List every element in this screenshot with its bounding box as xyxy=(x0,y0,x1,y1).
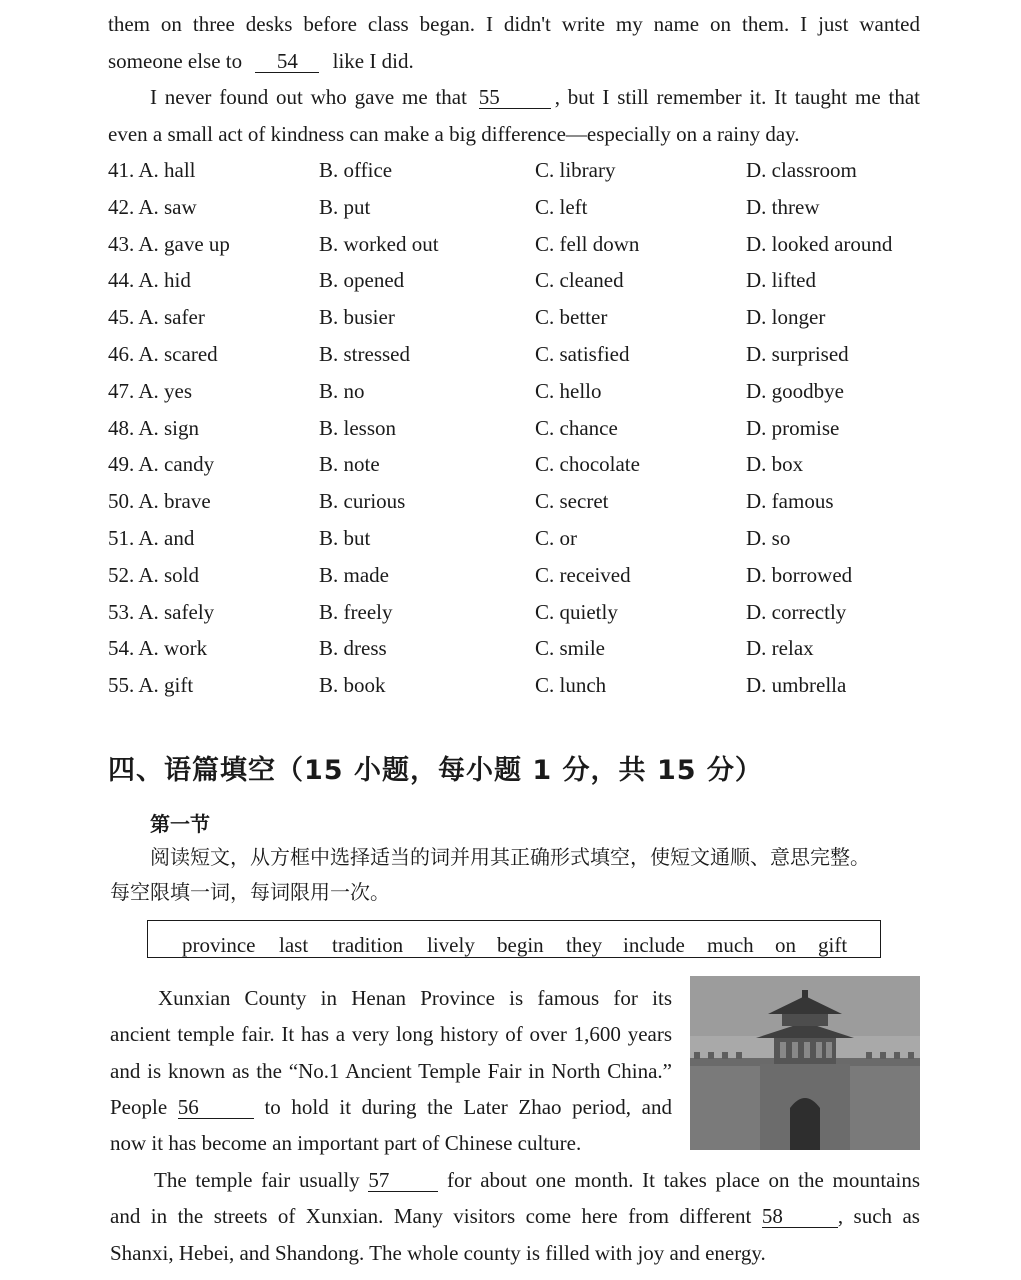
question-row xyxy=(108,594,928,631)
option-c: C. hello xyxy=(535,378,602,403)
option-b: B. curious xyxy=(319,489,406,514)
option-d: D. threw xyxy=(746,194,820,219)
text-fragment: People xyxy=(110,1094,168,1119)
word-box-item: on xyxy=(775,933,796,957)
option-b: B. stressed xyxy=(319,341,410,366)
blank-58: 58 xyxy=(762,1205,838,1228)
blank-57: 57 xyxy=(368,1169,438,1192)
instruction-line: 阅读短文，从方框中选择适当的词并用其正确形式填空，使短文通顺、意思完整。 xyxy=(150,845,870,869)
option-c: C. cleaned xyxy=(535,268,624,293)
question-row xyxy=(108,373,928,410)
option-d: D. classroom xyxy=(746,158,857,182)
option-d: D. relax xyxy=(746,636,814,661)
option-d: D. looked around xyxy=(746,231,893,256)
option-b: B. office xyxy=(319,158,393,182)
option-d: D. surprised xyxy=(746,341,849,366)
blank-54: 54 xyxy=(255,50,319,73)
question-row xyxy=(108,410,928,447)
option-b: B. freely xyxy=(319,599,393,624)
text-fragment: for about one month. It takes place on the mountains xyxy=(447,1168,920,1192)
option-b: B. opened xyxy=(319,268,405,293)
option-a: 42. A. saw xyxy=(108,194,197,219)
option-b: B. lesson xyxy=(319,415,397,440)
word-box-item: lively xyxy=(427,933,475,957)
word-box-item: gift xyxy=(818,933,848,957)
option-c: C. library xyxy=(535,158,616,182)
passage-line xyxy=(110,1162,920,1198)
passage-bottom-left xyxy=(110,980,672,1161)
option-d: D. longer xyxy=(746,305,826,330)
option-a: 45. A. safer xyxy=(108,305,205,330)
option-d: D. umbrella xyxy=(746,673,847,698)
option-d: D. goodbye xyxy=(746,378,844,403)
option-c: C. satisfied xyxy=(535,341,630,366)
text-fragment: someone else to xyxy=(108,48,243,73)
word-box xyxy=(147,920,881,958)
option-a: 53. A. safely xyxy=(108,599,215,624)
question-row xyxy=(108,483,928,520)
option-b: B. busier xyxy=(319,305,395,330)
option-d: D. promise xyxy=(746,415,840,440)
question-row xyxy=(108,262,928,299)
option-c: C. chocolate xyxy=(535,452,640,477)
text-fragment: to hold it during the Later Zhao period, and xyxy=(264,1094,672,1119)
question-row xyxy=(108,667,928,704)
passage-line: even a small act of kindness can make a big difference—especially on a rainy day. xyxy=(108,121,800,146)
option-b: B. made xyxy=(319,562,389,587)
option-b: B. put xyxy=(319,194,371,219)
question-row xyxy=(108,630,928,667)
option-c: C. received xyxy=(535,562,631,587)
word-box-item: last xyxy=(279,933,309,957)
word-box-item: province xyxy=(182,933,256,957)
blank-56: 56 xyxy=(178,1096,254,1119)
option-b: B. no xyxy=(319,378,365,403)
question-row xyxy=(108,226,928,263)
passage-line xyxy=(108,43,920,80)
options-table xyxy=(108,152,928,704)
option-d: D. box xyxy=(746,452,804,477)
word-box-item: tradition xyxy=(332,933,404,957)
instructions xyxy=(110,840,922,910)
text-fragment: , such as xyxy=(837,1204,920,1229)
option-a: 54. A. work xyxy=(108,636,208,661)
word-box-item: they xyxy=(566,933,603,957)
question-row xyxy=(108,189,928,226)
option-c: C. quietly xyxy=(535,599,618,624)
passage-line: Shanxi, Hebei, and Shandong. The whole county is filled with joy and energy. xyxy=(110,1240,766,1265)
option-b: B. dress xyxy=(319,636,387,661)
passage-line: ancient temple fair. It has a very long history of over 1,600 years xyxy=(110,1022,672,1047)
option-c: C. or xyxy=(535,525,577,550)
option-a: 49. A. candy xyxy=(108,452,215,477)
option-c: C. secret xyxy=(535,489,609,514)
option-a: 55. A. gift xyxy=(108,673,194,698)
option-c: C. left xyxy=(535,194,588,219)
option-d: D. lifted xyxy=(746,268,816,293)
option-c: C. lunch xyxy=(535,673,607,698)
option-d: D. correctly xyxy=(746,599,847,624)
text-fragment: like I did. xyxy=(332,48,414,73)
word-box-item: include xyxy=(623,933,685,957)
passage-line: them on three desks before class began. I didn't write my name on them. I just wanted xyxy=(108,12,920,36)
passage-line: now it has become an important part of Chinese culture. xyxy=(110,1131,582,1156)
text-fragment: and in the streets of Xunxian. Many visitors come here from different xyxy=(110,1204,752,1229)
option-a: 41. A. hall xyxy=(108,158,196,182)
ancient-gate-tower-photo xyxy=(690,976,920,1150)
word-box-item: begin xyxy=(497,933,544,957)
question-row xyxy=(108,299,928,336)
passage-top xyxy=(108,6,920,152)
text-fragment: I never found out who gave me that xyxy=(150,85,467,109)
text-fragment: , but I still remember it. It taught me that xyxy=(554,85,920,109)
option-c: C. chance xyxy=(535,415,618,440)
option-b: B. worked out xyxy=(319,231,439,256)
option-c: C. smile xyxy=(535,636,606,661)
passage-line: and is known as the “No.1 Ancient Temple Fair in North China.” xyxy=(110,1058,672,1083)
option-a: 50. A. brave xyxy=(108,489,211,514)
option-d: D. famous xyxy=(746,489,834,514)
instruction-line: 每空限填一词，每词限用一次。 xyxy=(110,880,390,904)
option-a: 51. A. and xyxy=(108,525,195,550)
blank-55: 55 xyxy=(479,86,551,109)
question-row xyxy=(108,336,928,373)
section-title: 四、语篇填空（15 小题，每小题 1 分，共 15 分） xyxy=(108,755,763,786)
question-row xyxy=(108,520,928,557)
option-b: B. but xyxy=(319,525,371,550)
word-box-item: much xyxy=(707,933,754,957)
question-row xyxy=(108,446,928,483)
option-a: 44. A. hid xyxy=(108,268,191,293)
option-a: 47. A. yes xyxy=(108,378,192,403)
option-a: 43. A. gave up xyxy=(108,231,230,256)
text-fragment: The temple fair usually xyxy=(154,1168,360,1192)
option-a: 48. A. sign xyxy=(108,415,200,440)
option-d: D. so xyxy=(746,525,791,550)
passage-line: Xunxian County in Henan Province is famous for its xyxy=(158,986,672,1010)
option-d: D. borrowed xyxy=(746,562,853,587)
passage-line xyxy=(110,1198,920,1234)
option-c: C. fell down xyxy=(535,231,640,256)
passage-line xyxy=(108,79,920,116)
option-c: C. better xyxy=(535,305,608,330)
option-a: 52. A. sold xyxy=(108,562,200,587)
question-row xyxy=(108,557,928,594)
section-subtitle: 第一节 xyxy=(150,812,210,836)
option-b: B. book xyxy=(319,673,386,698)
passage-line xyxy=(110,1089,672,1125)
question-row xyxy=(108,152,928,189)
gate-tower-icon xyxy=(690,976,920,1150)
passage-bottom-full xyxy=(110,1162,920,1271)
option-b: B. note xyxy=(319,452,380,477)
option-a: 46. A. scared xyxy=(108,341,218,366)
